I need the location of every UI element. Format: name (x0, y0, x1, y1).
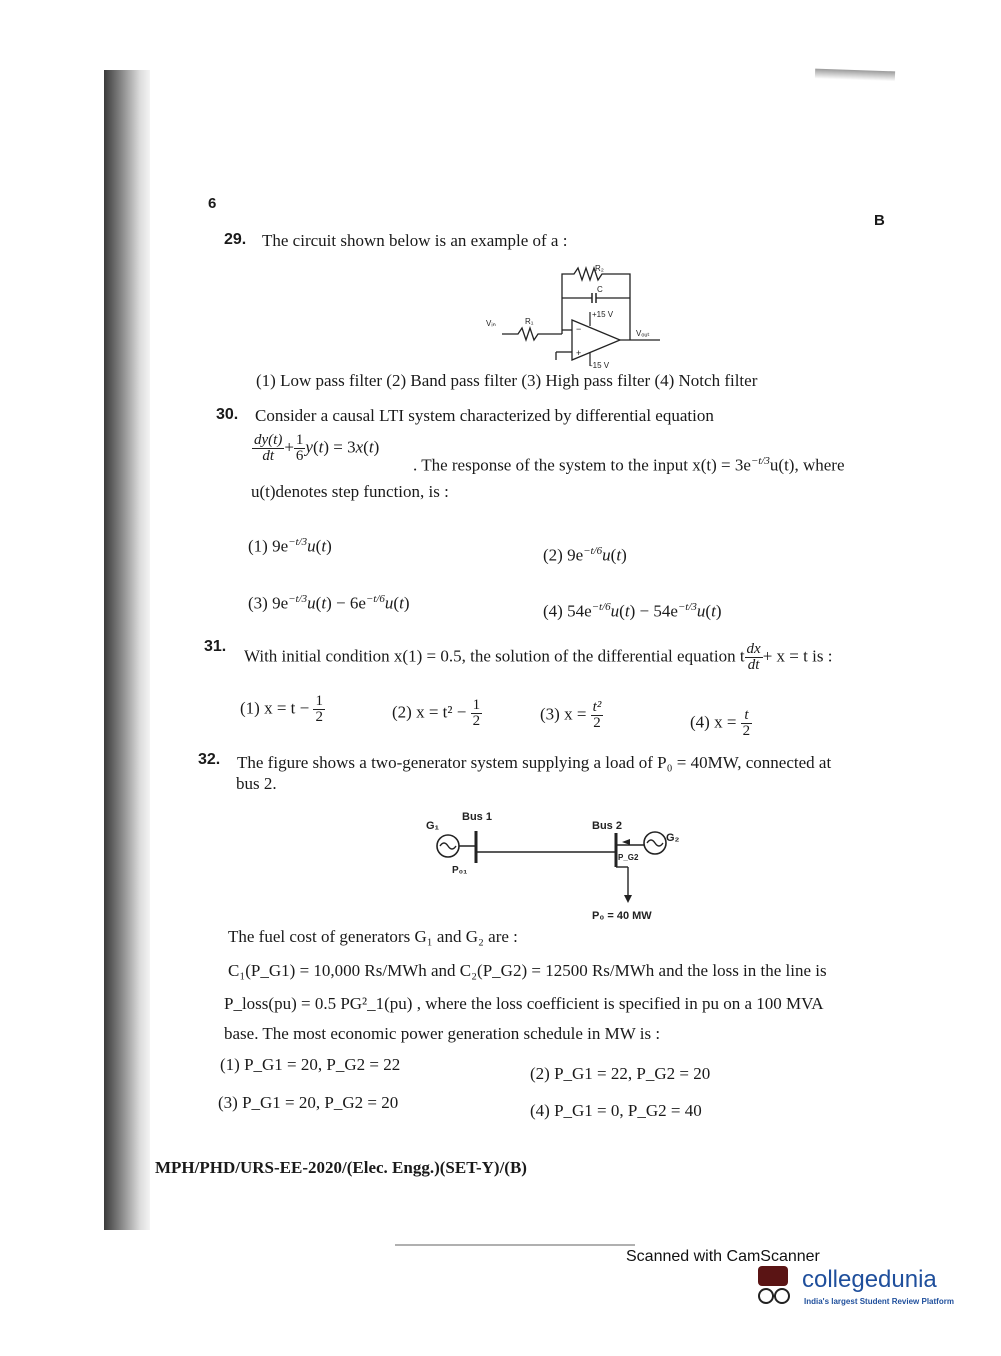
answer-option: (4) x = $\frac{t}{2}$ (690, 707, 751, 739)
label-g2: G₂ (666, 832, 680, 844)
question-text: The circuit shown below is an example of a : (262, 231, 568, 250)
label-pg2: P_G2 (618, 853, 639, 862)
label-bus1: Bus 1 (462, 811, 492, 823)
answer-option: (2) x = t² − $\frac{1}{2}$ (392, 697, 481, 729)
question-number: 31. (204, 638, 227, 655)
question-number: 32. (198, 751, 221, 768)
answer-option: (3) $9e^{-t/3}u(t) - 6e^{-t/6}u(t)$ (248, 593, 410, 613)
label-bus2: Bus 2 (592, 820, 622, 832)
question-text: With initial condition x(1) = 0.5, the solution of the differential equation t $\frac{dx}{dt}$ + x = t is : (244, 641, 833, 673)
label-c: C (597, 285, 603, 294)
two-generator-system-diagram (420, 805, 690, 925)
question-text: C₁(P_G1) = 10,000 Rs/MWh and C₂(P_G2) = 12500 Rs/MWh and the loss in the line is (228, 961, 827, 980)
answer-option: (2) P_G1 = 22, P_G2 = 20 (530, 1064, 711, 1083)
brand-tagline: India's largest Student Review Platform (804, 1297, 954, 1306)
question-text: P_loss(pu) = 0.5 PG²_1(pu) , where the loss coefficient is specified in pu on a 100 MVA (224, 994, 824, 1013)
question-text: . The response of the system to the input $x(t) = 3e^{-t/3}u(t)$, where (413, 455, 845, 475)
question-text: The figure shows a two-generator system supplying a load of P₀ = 40MW, connected at (237, 753, 832, 772)
label-r1: R₁ (525, 317, 534, 326)
scan-page-edge (104, 70, 150, 1230)
opamp-circuit-diagram (480, 262, 680, 372)
label-vin: Vᵢₙ (486, 319, 496, 328)
question-text: The fuel cost of generators G₁ and G₂ are : (228, 927, 518, 946)
label-vout: Vₒᵤₜ (636, 329, 650, 338)
svg-text:+: + (576, 348, 582, 358)
question-text: u(t)denotes step function, is : (251, 482, 449, 501)
question-text: base. The most economic power generation schedule in MW is : (224, 1024, 661, 1043)
svg-text:−: − (576, 324, 582, 334)
question-number: 30. (216, 406, 239, 423)
answer-option: (3) x = $\frac{\text{t²}}{2}$ (540, 699, 602, 731)
page-number: 6 (208, 195, 217, 212)
answer-option: (1) P_G1 = 20, P_G2 = 22 (220, 1055, 401, 1074)
label-p01: P₀₁ (452, 865, 468, 876)
label-r2: R₂ (595, 264, 604, 273)
paper-code-footer: MPH/PHD/URS-EE-2020/(Elec. Engg.)(SET-Y)/(B) (155, 1158, 527, 1177)
label-load: P₀ = 40 MW (592, 910, 652, 922)
answer-option: (2) $9e^{-t/6}u(t)$ (543, 545, 627, 565)
question-number: 29. (224, 231, 247, 248)
divider (395, 1244, 635, 1246)
collegedunia-brand: collegedunia (802, 1266, 937, 1293)
label-g1: G₁ (426, 820, 440, 832)
answer-option: (1) x = t − $\frac{1}{2}$ (240, 693, 323, 725)
answer-option: (1) $9e^{-t/3}u(t)$ (248, 536, 332, 556)
question-text: bus 2. (236, 774, 277, 793)
collegedunia-logo-icon (752, 1262, 798, 1308)
scan-top-edge (815, 69, 895, 82)
answer-option: (4) P_G1 = 0, P_G2 = 40 (530, 1101, 702, 1120)
answer-option: (4) $54e^{-t/6}u(t) - 54e^{-t/3}u(t)$ (543, 601, 722, 621)
question-options: (1) Low pass filter (2) Band pass filter (3) High pass filter (4) Notch filter (256, 371, 758, 390)
set-letter: B (874, 212, 885, 229)
label-plus15: +15 V (592, 310, 614, 319)
question-text: Consider a causal LTI system characterized by differential equation (255, 406, 714, 425)
differential-equation: $\frac{dy(t)}{dt}$ + $\frac{1}{6}$ y(t) = 3x(t) (254, 432, 380, 464)
answer-option: (3) P_G1 = 20, P_G2 = 20 (218, 1093, 399, 1112)
label-minus15: -15 V (590, 361, 610, 370)
scanner-watermark: Scanned with CamScanner (626, 1248, 820, 1265)
